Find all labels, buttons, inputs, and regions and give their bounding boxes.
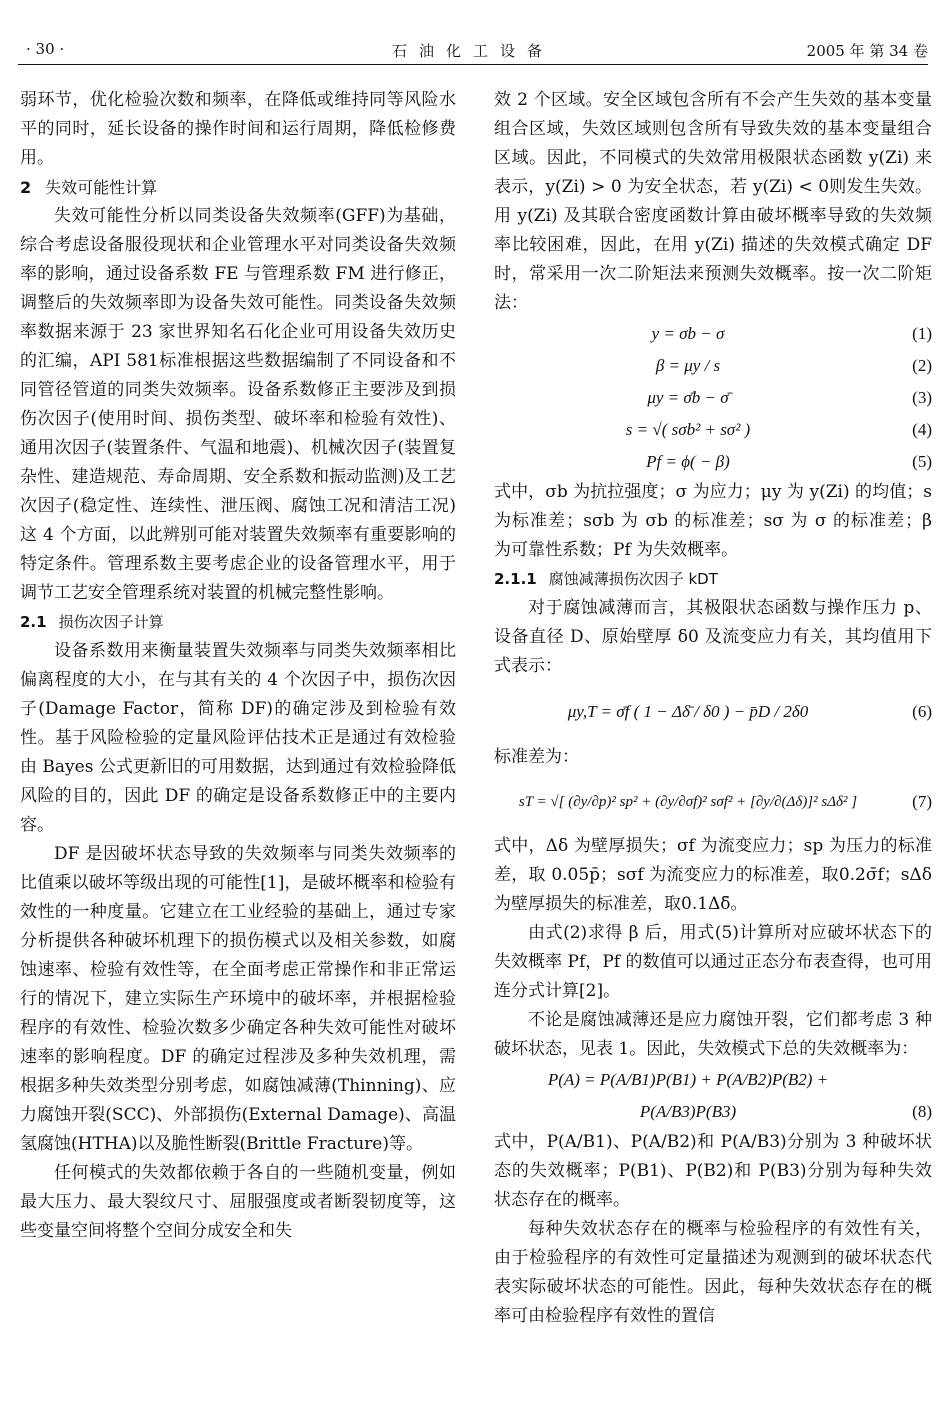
left-column: [20, 86, 456, 1246]
paragraph: 式中，P(A/B1)、P(A/B2)和 P(A/B3)分别为 3 种破坏状态的失效概率；P(B1)、P(B2)和 P(B3)分别为每种失效状态存在的概率。: [494, 1132, 932, 1210]
paragraph-intro: 弱环节，优化检验次数和频率，在降低或维持同等风险水平的同时，延长设备的操作时间和运行周期，降低检修费用。: [20, 90, 456, 168]
equation-5: Pf = ϕ( − β) (5): [646, 452, 932, 471]
equation-8-line-1: P(A) = P(A/B1)P(B1) + P(A/B2)P(B2) +: [547, 1070, 829, 1089]
section-heading-2-1-1: [494, 565, 932, 594]
section-heading-2: [20, 173, 456, 202]
equation-6: μy,T = σ̄f ( 1 − Δδ̄ / δ0 ) − p̄D / 2δ0 (6): [567, 702, 932, 721]
paragraph: 失效可能性分析以同类设备失效频率(GFF)为基础，综合考虑设备服役现状和企业管理水平对同类设备失效频率的影响，通过设备系数 FE 与管理系数 FM 进行修正，调整后的失效频率即为设备失效可能性。同类设备失效频率数据来源于 23 家世界知名石化企业可用设备失效历史的汇编，API 581标准根据这些数据编制了不同设备和不同管径管道的同类失效频率。设备系数修正主要涉及到损伤次因子(使用时间、损伤类型、破坏率和检验有效性)、通用次因子(装置条件、气温和地震)、机械次因子(装置复杂性、建造规范、寿命周期、安全系数和振动监测)及工艺次因子(稳定性、连续性、泄压阀、腐蚀工况和清洁工况)这 4 个方面，以此辨别可能对装置失效频率有重要影响的特定条件。管理系数主要考虑企业的设备管理水平，用于调节工艺安全管理系统对装置的机械完整性影响。: [20, 206, 457, 603]
paragraph: 每种失效状态存在的概率与检验程序的有效性有关，由于检验程序的有效性可定量描述为观测到的破坏状态代表实际破坏状态的可能性。因此，每种失效状态存在的概率可由检验程序有效性的置信: [494, 1219, 932, 1326]
section-title: 腐蚀减薄损伤次因子 kDT: [548, 570, 718, 588]
paragraph: 由式(2)求得 β 后，用式(5)计算所对应破坏状态下的失效概率 Pf，Pf 的数值可以通过正态分布表查得，也可用连分式计算[2]。: [494, 923, 932, 1001]
paragraph: 不论是腐蚀减薄还是应力腐蚀开裂，它们都考虑 3 种破坏状态，见表 1。因此，失效模式下总的失效概率为：: [494, 1010, 932, 1059]
paragraph: 式中，σb 为抗拉强度；σ 为应力；μy 为 y(Zi) 的均值；s 为标准差；sσb 为 σb 的标准差；sσ 为 σ 的标准差；β 为可靠性系数；Pf 为失效概率。: [494, 482, 932, 560]
page-header: [18, 40, 928, 62]
section-title: 失效可能性计算: [45, 178, 158, 197]
equation-7: sT = √[ (∂y/∂p)² sp² + (∂y/∂σf)² sσf² + [∂y/∂(Δδ)]² sΔδ² ] (7): [518, 792, 932, 811]
equation-8-line-2: P(A/B3)P(B3) (8): [639, 1102, 932, 1121]
paragraph: 效 2 个区域。安全区域包含所有不会产生失效的基本变量组合区域，失效区域则包含所有导致失效的基本变量组合区域。因此，不同模式的失效常用极限状态函数 y(Zi) 来表示，y(Zi) > 0 为安全状态，若 y(Zi) < 0则发生失效。用 y(Zi) 及其联合密度函数计算由破坏概率导致的失效频率比较困难，因此，在用 y(Zi) 描述的失效模式确定 DF 时，常采用一次二阶矩法来预测失效概率。按一次二阶矩法：: [494, 90, 932, 313]
section-title: 损伤次因子计算: [58, 613, 164, 631]
equation-2: β = μy / s (2): [655, 356, 932, 375]
paragraph: 任何模式的失效都依赖于各自的一些随机变量，例如最大压力、最大裂纹尺寸、屈服强度或者断裂韧度等，这些变量空间将整个空间分成安全和失: [20, 1163, 456, 1241]
section-number: 2.1: [20, 613, 47, 631]
section-heading-2-1: [20, 608, 456, 637]
equation-1: y = σb − σ (1): [651, 324, 932, 343]
journal-name: 石油化工设备: [391, 42, 554, 60]
page-number: · 30 ·: [26, 40, 65, 58]
header-rule: [18, 64, 928, 65]
paragraph: 式中，Δδ 为壁厚损失；σf 为流变应力；sp 为压力的标准差，取 0.05p̄；sσf 为流变应力的标准差，取0.2σ̄f；sΔδ 为壁厚损失的标准差，取0.1Δδ̄。: [494, 836, 932, 914]
section-number: 2.1.1: [494, 570, 537, 588]
right-column: [494, 86, 932, 1331]
section-number: 2: [20, 178, 32, 197]
equation-3: μy = σ̄b − σ̄ (3): [647, 388, 932, 407]
equation-4: s = √( sσb² + sσ² ) (4): [625, 420, 932, 439]
paragraph: DF 是因破坏状态导致的失效频率与同类失效频率的比值乘以破坏等级出现的可能性[1]，是破坏概率和检验有效性的一种度量。它建立在工业经验的基础上，通过专家分析提供各种破坏机理下的损伤模式以及相关参数，如腐蚀速率、检验有效性等，在全面考虑正常操作和非正常运行的情况下，建立实际生产环境中的破坏率，并根据检验程序的有效性、检验次数多少确定各种失效可能性对破坏速率的影响程度。DF 的确定过程涉及多种失效机理，需根据多种失效类型分别考虑，如腐蚀减薄(Thinning)、应力腐蚀开裂(SCC)、外部损伤(External Damage)、高温氢腐蚀(HTHA)以及脆性断裂(Brittle Fracture)等。: [20, 844, 456, 1154]
paragraph: 设备系数用来衡量装置失效频率与同类失效频率相比偏离程度的大小，在与其有关的 4 个次因子中，损伤次因子(Damage Factor，简称 DF)的确定涉及到检验有效性。基于风险检验的定量风险评估技术正是通过有效检验由 Bayes 公式更新旧的可用数据，达到通过有效检验降低风险的目的，因此 DF 的确定是设备系数修正中的主要内容。: [20, 641, 456, 835]
journal-issue: 2005 年 第 34 卷: [806, 42, 928, 60]
paragraph: 对于腐蚀减薄而言，其极限状态函数与操作压力 p、设备直径 D、原始壁厚 δ0 及流变应力有关，其均值用下式表示：: [494, 598, 932, 676]
paragraph: 标准差为：: [494, 747, 579, 767]
